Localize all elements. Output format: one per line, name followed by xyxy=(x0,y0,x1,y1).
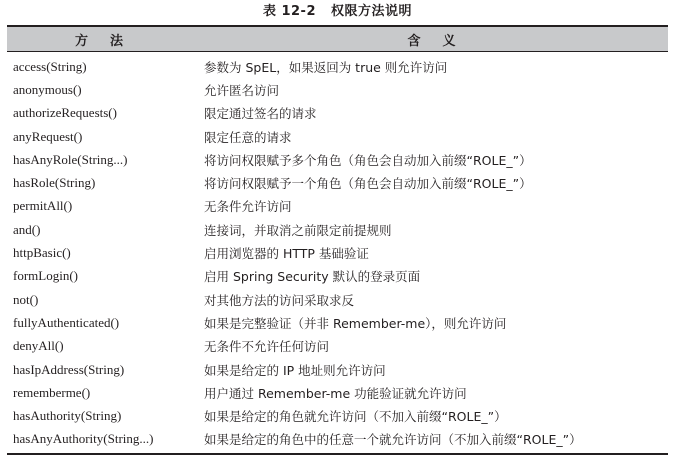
table-row xyxy=(7,265,668,288)
description-cell: 对其他方法的访问采取求反 xyxy=(204,292,355,308)
table-title: 权限方法说明 xyxy=(331,4,413,19)
method-cell: hasRole(String) xyxy=(13,175,96,191)
table-header xyxy=(7,27,668,52)
description-cell: 无条件允许访问 xyxy=(204,199,292,215)
table-row xyxy=(7,335,668,358)
table-row xyxy=(7,381,668,404)
description-cell: 连接词，并取消之前限定前提规则 xyxy=(204,222,392,238)
description-cell: 启用浏览器的 HTTP 基础验证 xyxy=(204,246,369,262)
description-cell: 限定通过签名的请求 xyxy=(204,106,317,122)
table-row xyxy=(7,148,668,171)
method-cell: hasAnyAuthority(String...) xyxy=(13,431,154,447)
method-cell: not() xyxy=(13,291,39,307)
description-cell: 无条件不允许任何访问 xyxy=(204,339,330,355)
table-row xyxy=(7,171,668,194)
method-cell: hasAuthority(String) xyxy=(13,408,122,424)
table-row xyxy=(7,288,668,311)
header-meaning: 含义 xyxy=(407,33,478,49)
permission-methods-table xyxy=(7,25,668,455)
table-row xyxy=(7,78,668,101)
table-row xyxy=(7,55,668,78)
method-cell: fullyAuthenticated() xyxy=(13,314,120,330)
table-row xyxy=(7,311,668,334)
table-row xyxy=(7,241,668,264)
method-cell: hasAnyRole(String...) xyxy=(13,151,128,167)
method-cell: access(String) xyxy=(13,58,87,74)
table-number: 表 12-2 xyxy=(262,4,316,19)
method-cell: denyAll() xyxy=(13,338,64,354)
method-cell: authorizeRequests() xyxy=(13,105,117,121)
description-cell: 允许匿名访问 xyxy=(204,82,280,98)
table-row xyxy=(7,428,668,451)
description-cell: 限定任意的请求 xyxy=(204,129,292,145)
method-cell: formLogin() xyxy=(13,268,78,284)
table-caption xyxy=(0,4,675,20)
description-cell: 启用 Spring Security 默认的登录页面 xyxy=(204,269,421,285)
description-cell: 将访问权限赋予一个角色（角色会自动加入前缀“ROLE_”） xyxy=(204,176,532,192)
table-row xyxy=(7,125,668,148)
description-cell: 如果是给定的角色就允许访问（不加入前缀“ROLE_”） xyxy=(204,409,507,425)
description-cell: 用户通过 Remember-me 功能验证就允许访问 xyxy=(204,385,467,401)
description-cell: 如果是完整验证（并非 Remember-me），则允许访问 xyxy=(204,315,507,331)
method-cell: rememberme() xyxy=(13,384,91,400)
description-cell: 参数为 SpEL，如果返回为 true 则允许访问 xyxy=(204,59,448,75)
description-cell: 如果是给定的角色中的任意一个就允许访问（不加入前缀“ROLE_”） xyxy=(204,432,582,448)
method-cell: permitAll() xyxy=(13,198,73,214)
method-cell: hasIpAddress(String) xyxy=(13,361,125,377)
table-row xyxy=(7,404,668,427)
header-method: 方法 xyxy=(74,33,145,49)
description-cell: 将访问权限赋予多个角色（角色会自动加入前缀“ROLE_”） xyxy=(204,152,532,168)
table-row xyxy=(7,358,668,381)
table-body xyxy=(7,52,668,453)
method-cell: and() xyxy=(13,221,41,237)
table-row xyxy=(7,218,668,241)
method-cell: anonymous() xyxy=(13,81,82,97)
method-cell: httpBasic() xyxy=(13,245,71,261)
method-cell: anyRequest() xyxy=(13,128,83,144)
table-row xyxy=(7,102,668,125)
description-cell: 如果是给定的 IP 地址则允许访问 xyxy=(204,362,386,378)
table-row xyxy=(7,195,668,218)
